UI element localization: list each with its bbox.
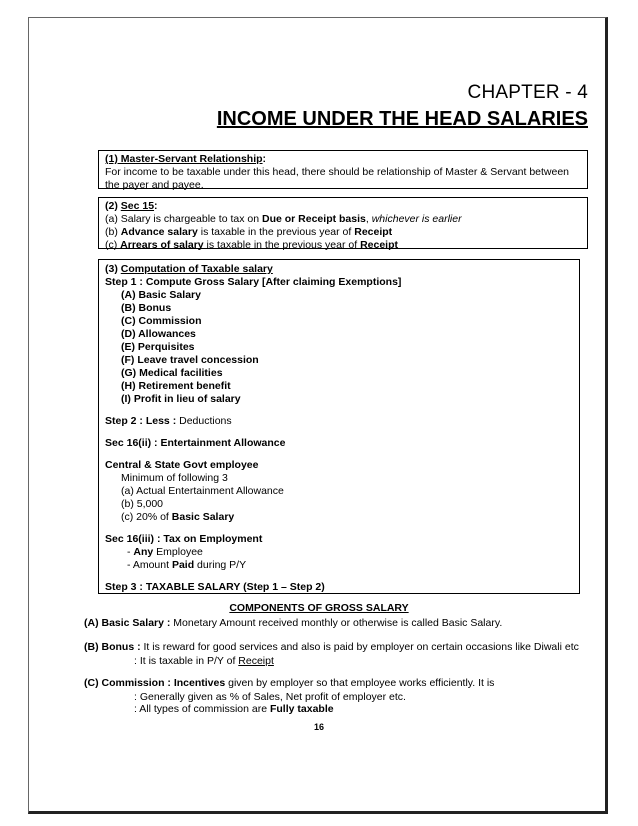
list-item: (H) Retirement benefit [121, 380, 231, 392]
computation-box [98, 259, 580, 594]
bonus-text: It is reward for good services and also is paid by employer on certain occasions like Diwali etc [140, 641, 579, 653]
list-item: (G) Medical facilities [121, 367, 223, 379]
line-a-bold: Due or Receipt basis [262, 213, 366, 225]
employment-item-1 [127, 546, 573, 559]
line-a-comma: , [365, 213, 372, 225]
box2-line-b [105, 226, 581, 239]
emp1-rest: Employee [153, 546, 203, 558]
emp2-rest: during P/Y [194, 559, 247, 571]
box1-heading-text: (1) Master-Servant Relationship [105, 153, 263, 165]
line-c-bold2: Receipt [360, 239, 398, 251]
box2-heading [105, 200, 581, 213]
emp1-prefix: - [127, 546, 134, 558]
min-c-bold: Basic Salary [171, 511, 235, 523]
list-item: (I) Profit in lieu of salary [121, 393, 241, 405]
minimum-of-three: Minimum of following 3 [121, 472, 228, 484]
step3: Step 3 : TAXABLE SALARY (Step 1 – Step 2) [105, 581, 325, 593]
sec15-box [98, 197, 588, 249]
list-item: (E) Perquisites [121, 341, 195, 353]
commission-row-2: : Generally given as % of Sales, Net profit of employer etc. [134, 691, 406, 703]
chapter-number: CHAPTER - 4 [467, 82, 588, 103]
line-c-prefix: (c) [105, 239, 121, 251]
line-c-bold: Arrears of salary [120, 239, 204, 251]
box1-heading [105, 153, 581, 166]
box2-heading-suffix: : [154, 200, 158, 212]
emp2-bold: Paid [171, 559, 195, 571]
bonus-row [84, 641, 604, 654]
commission-text: given by employer so that employee works efficiently. It is [225, 677, 495, 689]
list-item: (B) Bonus [121, 302, 172, 314]
list-item: (C) Commission [121, 315, 202, 327]
bonus-row-2 [134, 655, 594, 668]
employment-item-2 [127, 559, 573, 572]
min-item-c [121, 511, 573, 524]
line-b-bold: Advance salary [120, 226, 198, 238]
box3-heading [105, 263, 573, 276]
master-servant-box [98, 150, 588, 189]
min-c-prefix: (c) 20% of [121, 511, 172, 523]
commission-label: (C) Commission : [84, 677, 171, 689]
min-item-b: (b) 5,000 [121, 498, 164, 510]
box1-text: For income to be taxable under this head, there should be relationship of Master & Servant between the payer and payee. [105, 166, 570, 191]
central-state-employee: Central & State Govt employee [105, 459, 259, 471]
line-b-prefix: (b) [105, 226, 121, 238]
step2 [105, 415, 573, 428]
line-b-bold2: Receipt [354, 226, 393, 238]
list-item: (F) Leave travel concession [121, 354, 259, 366]
chapter-title: INCOME UNDER THE HEAD SALARIES [216, 108, 588, 130]
list-item: (A) Basic Salary [121, 289, 201, 301]
line-b-mid: is taxable in the previous year of [197, 226, 355, 238]
line-a-prefix: (a) Salary is chargeable to tax on [105, 213, 262, 225]
commission-row-3 [134, 703, 594, 716]
box1-colon: : [262, 153, 267, 165]
min-item-a: (a) Actual Entertainment Allowance [121, 485, 284, 497]
box2-line-c [105, 239, 581, 252]
line-c-mid: is taxable in the previous year of [203, 239, 361, 251]
gross-salary-list [121, 289, 573, 406]
emp1-bold: Any [133, 546, 154, 558]
commission-line3-bold: Fully taxable [269, 703, 334, 715]
emp2-prefix: - Amount [127, 559, 172, 571]
line-a-italic: whichever is earlier [371, 213, 462, 225]
basic-text: Monetary Amount received monthly or otherwise is called Basic Salary. [170, 617, 503, 629]
step2-rest: Deductions [176, 415, 232, 427]
list-item: (D) Allowances [121, 328, 196, 340]
bonus-line2-link: Receipt [238, 655, 274, 667]
box2-line-a [105, 213, 581, 226]
sec16iii: Sec 16(iii) : Tax on Employment [105, 533, 263, 545]
box3-heading-link: Computation of Taxable salary [120, 263, 273, 275]
bonus-line2-prefix: : It is taxable in P/Y of [134, 655, 239, 667]
basic-label: (A) Basic Salary : [84, 617, 171, 629]
step1: Step 1 : Compute Gross Salary [After claiming Exemptions] [105, 276, 402, 288]
commission-bold: Incentives [170, 677, 226, 689]
basic-salary-row [84, 617, 594, 630]
bonus-label: (B) Bonus : [84, 641, 141, 653]
box2-heading-prefix: (2) [105, 200, 121, 212]
box3-heading-prefix: (3) [105, 263, 121, 275]
box2-heading-link: Sec 15 [120, 200, 155, 212]
step2-bold: Step 2 : Less : [105, 415, 177, 427]
components-title: COMPONENTS OF GROSS SALARY [229, 602, 409, 614]
sec16ii: Sec 16(ii) : Entertainment Allowance [105, 437, 286, 449]
commission-line3-prefix: : All types of commission are [134, 703, 270, 715]
commission-row [84, 677, 594, 690]
page-number: 16 [313, 722, 324, 732]
